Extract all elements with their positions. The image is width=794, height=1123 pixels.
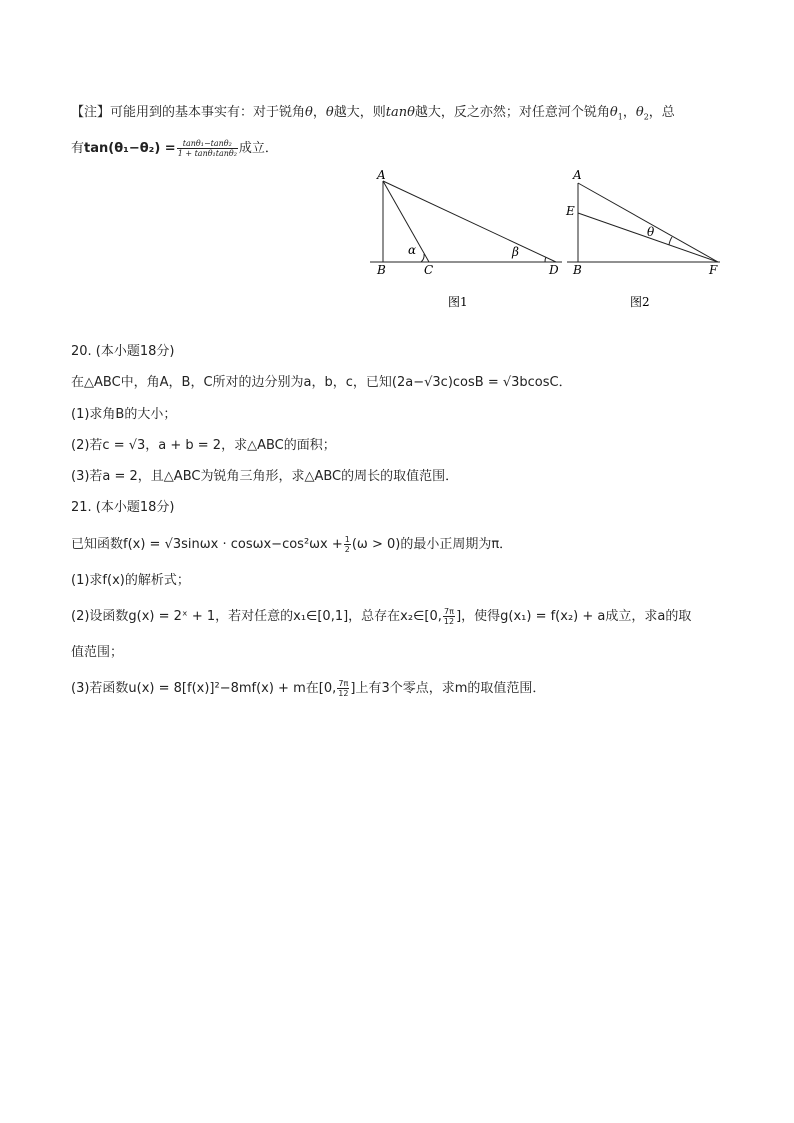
fig1-label-b: B: [377, 263, 386, 277]
note-theta1: θ: [609, 105, 618, 120]
q21-stem-b: (ω > 0)的最小正周期为π．: [351, 537, 513, 552]
q21-seven-pi-twelfths-fraction: [443, 607, 455, 626]
q20-title: 20. (本小题18分): [71, 344, 175, 359]
note-line-2: [71, 139, 278, 159]
tan-difference-expression: tan(θ₁−θ₂) =: [84, 141, 176, 156]
fig2-label-e: E: [566, 204, 575, 218]
note-line2-suffix: 成立．: [238, 141, 278, 156]
note-line2-prefix: 有: [71, 141, 85, 156]
fraction-denominator: 2: [344, 545, 350, 554]
fraction-numerator: 7π: [444, 607, 454, 616]
fraction-numerator: 7π: [338, 679, 349, 688]
fig2-label-a: A: [573, 168, 582, 182]
note-theta2: θ: [635, 105, 644, 120]
note-bracket: 【注】: [71, 105, 111, 120]
q20-stem: 在△ABC中，角A，B，C所对的边分别为a，b，c，已知(2a−√3c)cosB = √3bcosC．: [71, 375, 572, 390]
note-theta-b: θ: [325, 105, 334, 120]
fig2-side-af: [578, 183, 718, 262]
q21-part-3-b: ]上有3个零点，求m的取值范围．: [350, 681, 546, 696]
fig2-label-f: F: [709, 263, 718, 277]
q21-part-1: (1)求f(x)的解析式；: [71, 573, 190, 588]
fig1-label-alpha: α: [408, 243, 417, 257]
fraction-denominator: 12: [443, 617, 455, 626]
note-text-1: 可能用到的基本事实有：对于锐角: [110, 105, 306, 120]
q21-part-2: [71, 607, 691, 627]
q20-part-3: (3)若a = 2，且△ABC为锐角三角形，求△ABC的周长的取值范围．: [71, 469, 459, 484]
fig1-label-a: A: [377, 168, 386, 182]
q21-title: 21. (本小题18分): [71, 500, 175, 515]
figure-1-triangle: [366, 166, 566, 316]
fig2-caption: 图2: [630, 295, 650, 309]
note-text-4: 越大，反之亦然；对任意河个锐角: [414, 105, 610, 120]
fig1-alpha-arc: [421, 254, 424, 262]
fig1-caption: 图1: [448, 295, 468, 309]
q21-stem-a: 已知函数f(x) = √3sinωx · cosωx−cos²ωx +: [71, 537, 343, 552]
q21-part-2-a: (2)设函数g(x) = 2ˣ + 1，若对任意的x₁∈[0,1]，总存在x₂∈[0,: [71, 609, 442, 624]
fig1-label-d: D: [549, 263, 559, 277]
q21-part-2-b: ]，使得g(x₁) = f(x₂) + a成立，求a的取: [456, 609, 692, 624]
note-text-5: ，总: [648, 105, 675, 120]
fig2-label-theta: θ: [647, 225, 655, 239]
fraction-numerator: tanθ₁−tanθ₂: [177, 139, 238, 149]
fraction-numerator: 1: [344, 535, 350, 544]
note-text-3: 越大，则: [333, 105, 386, 120]
note-theta: θ: [305, 105, 313, 120]
q21-seven-pi-twelfths-fraction-2: [337, 679, 349, 698]
figure-2-triangle: [562, 166, 732, 316]
fig1-beta-arc: [545, 257, 546, 262]
fig2-theta-arc: [669, 237, 672, 245]
note-text-2: ，: [312, 105, 326, 120]
note-comma: ，: [622, 105, 636, 120]
fig2-label-b: B: [573, 263, 582, 277]
note-tantheta: tanθ: [385, 105, 415, 120]
q20-part-1: (1)求角B的大小；: [71, 407, 177, 422]
q21-part-3-a: (3)若函数u(x) = 8[f(x)]²−8mf(x) + m在[0,: [71, 681, 337, 696]
q20-part-2: (2)若c = √3，a + b = 2，求△ABC的面积；: [71, 438, 336, 453]
tan-difference-fraction: [177, 139, 238, 158]
fig1-side-ac: [383, 181, 429, 262]
note-line-1: 【注】可能用到的基本事实有：对于锐角θ，θ越大，则tanθ越大，反之亦然；对任意河个锐角$\theta_1$，$\theta_2$，总: [71, 105, 675, 122]
fig1-label-c: C: [424, 263, 434, 277]
q21-stem: [71, 535, 512, 555]
fraction-denominator: 12: [338, 689, 349, 698]
q21-one-half-fraction: [344, 535, 351, 554]
q21-part-3: [71, 679, 545, 699]
fig1-label-beta: β: [512, 245, 519, 259]
fraction-denominator: 1 + tanθ₁tanθ₂: [177, 149, 237, 158]
q21-part-2-continued: 值范围；: [71, 645, 124, 660]
